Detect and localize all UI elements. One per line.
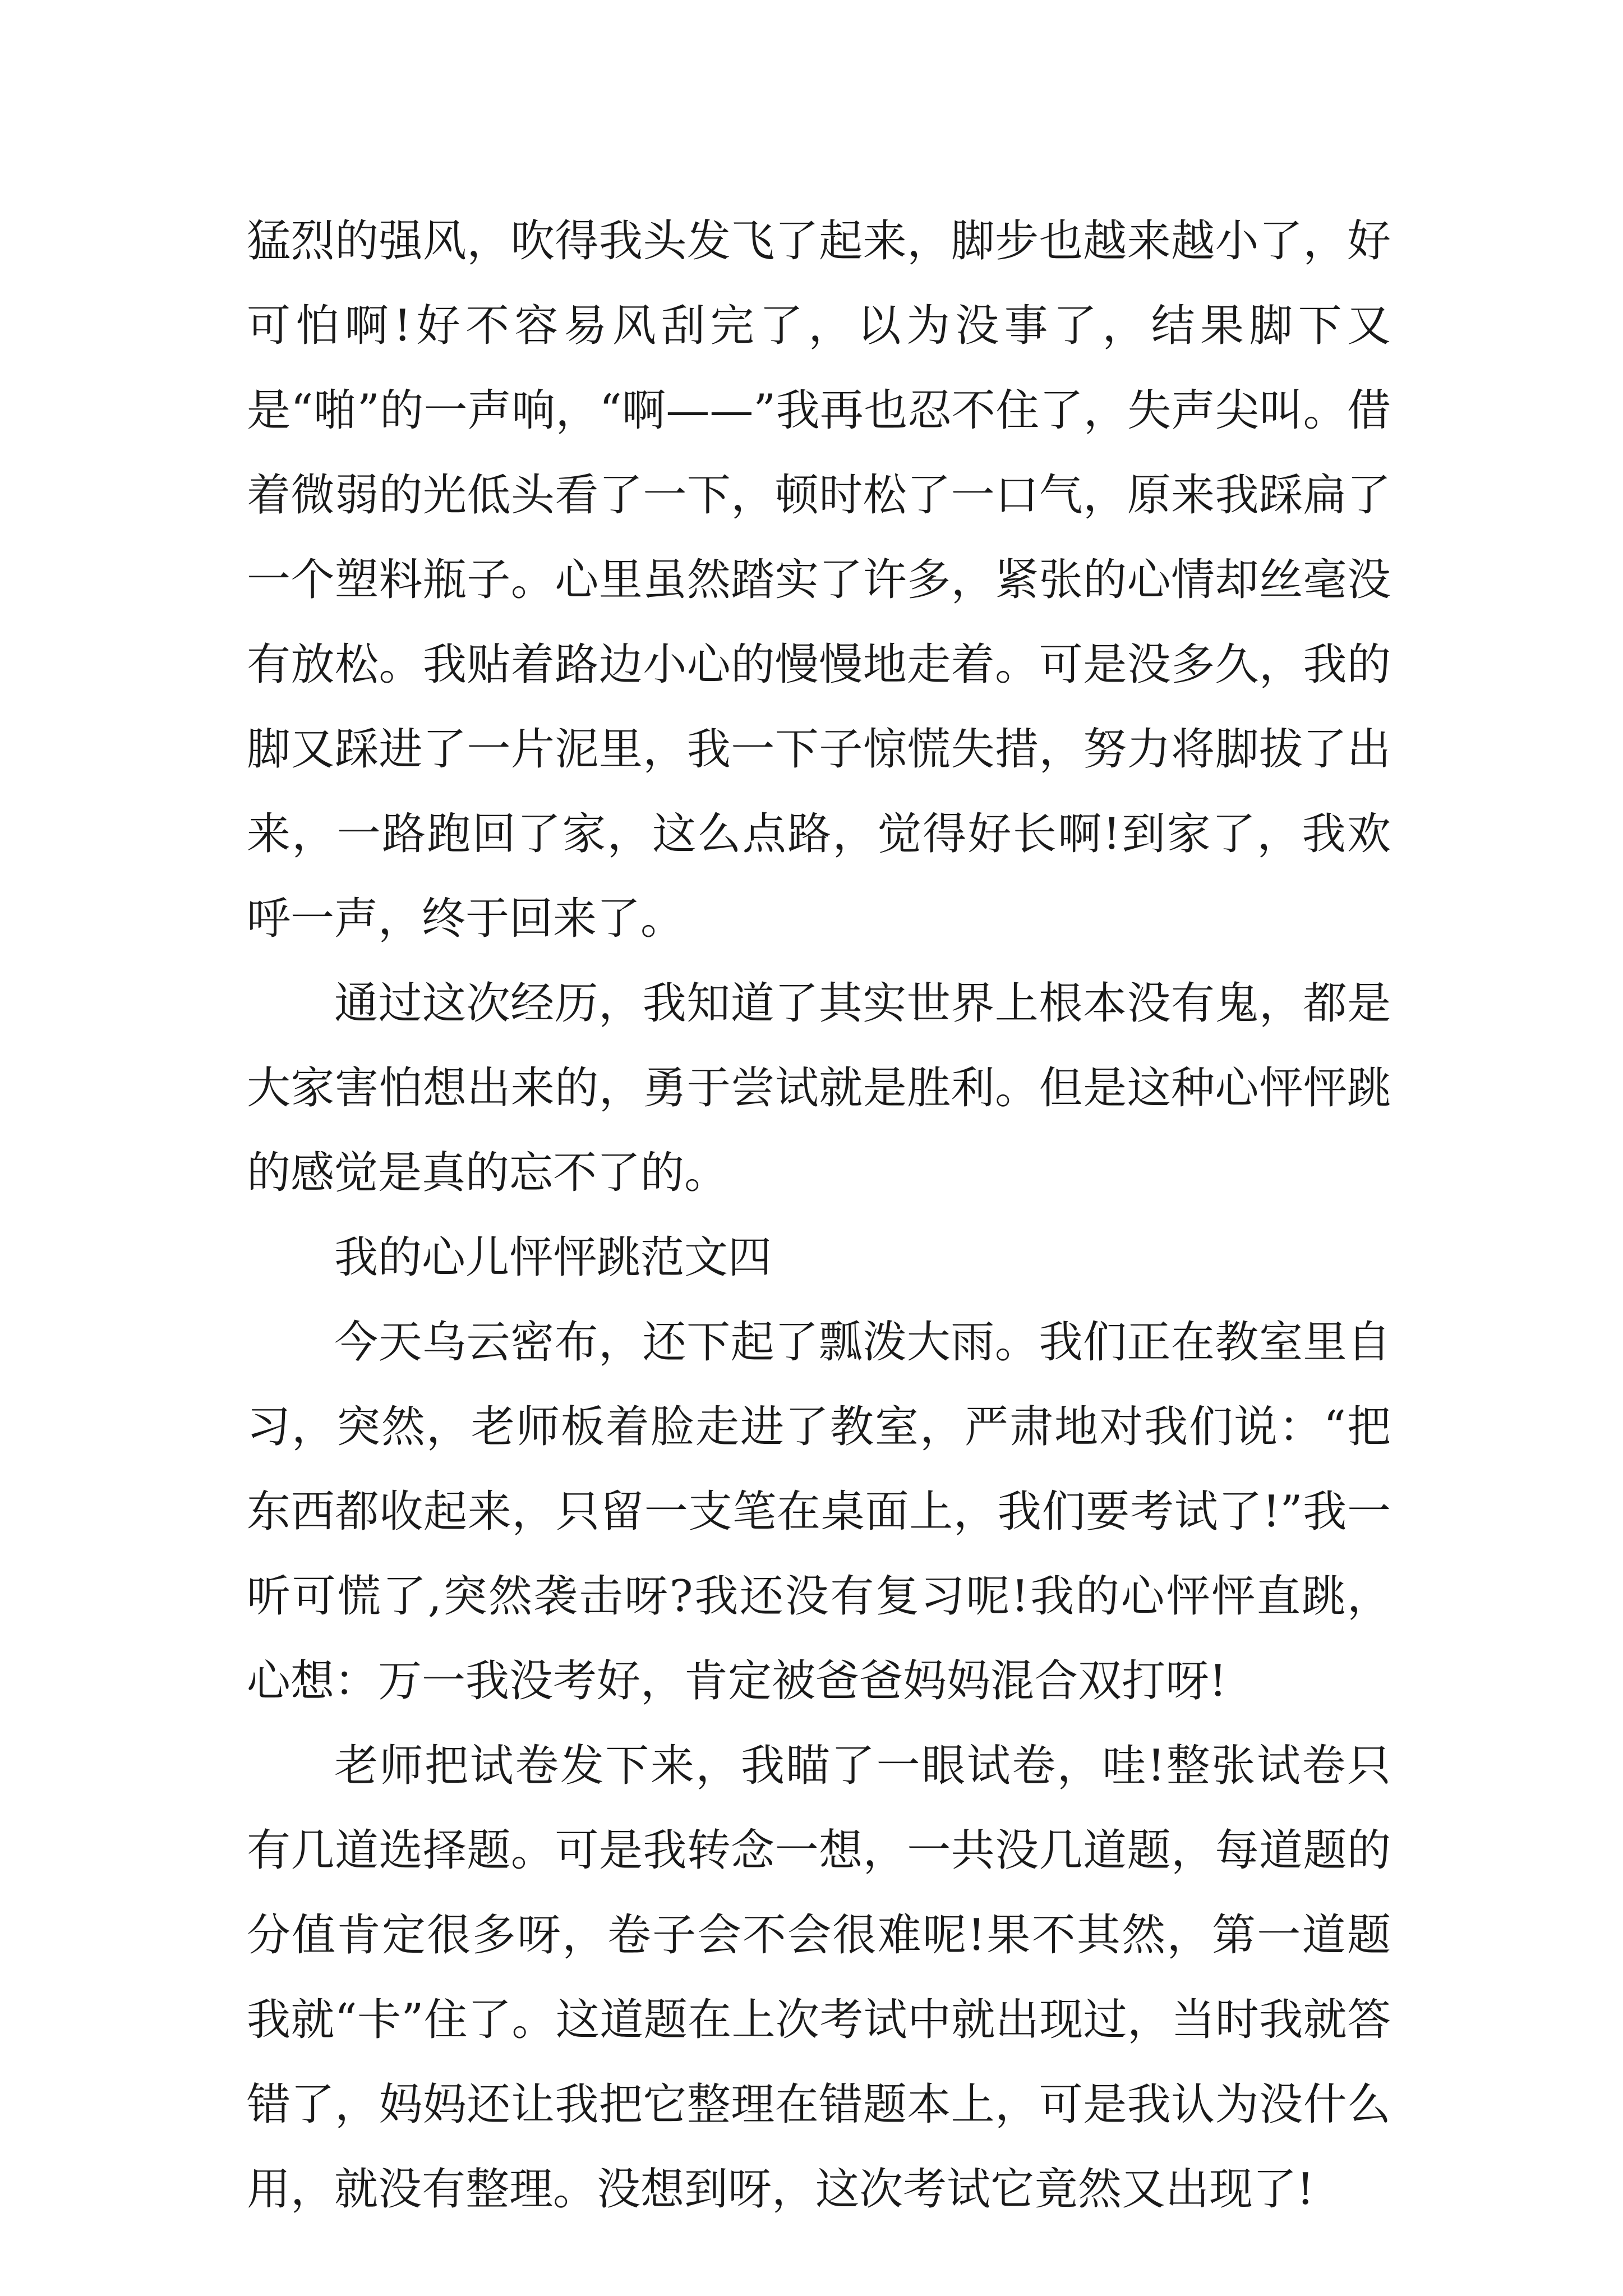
paragraph-continued: 猛烈的强风，吹得我头发飞了起来，脚步也越来越小了，好可怕啊!好不容易风刮完了，以为没事了，结果脚下又是“啪”的一声响，“啊——”我再也忍不住了，失声尖叫。借着微弱的光低头看了一下，顿时松了一口气，原来我踩扁了一个塑料瓶子。心里虽然踏实了许多，紧张的心情却丝毫没有放松。我贴着路边小心的慢慢地走着。可是没多久，我的脚又踩进了一片泥里，我一下子惊慌失措，努力将脚拔了出来，一路跑回了家，这么点路，觉得好长啊!到家了，我欢呼一声，终于回来了。 (247, 216, 1391, 944)
document-body (247, 199, 1391, 2232)
paragraph-exam-announcement: 今天乌云密布，还下起了瓢泼大雨。我们正在教室里自习，突然，老师板着脸走进了教室，严肃地对我们说：“把东西都收起来，只留一支笔在桌面上，我们要考试了!”我一听可慌了,突然袭击呀?我还没有复习呢!我的心怦怦直跳，心想：万一我没考好，肯定被爸爸妈妈混合双打呀! (247, 1317, 1391, 1706)
section-heading: 我的心儿怦怦跳范文四 (334, 1232, 772, 1283)
paragraph-exam-paper: 老师把试卷发下来，我瞄了一眼试卷，哇!整张试卷只有几道选择题。可是我转念一想，一共没几道题，每道题的分值肯定很多呀，卷子会不会很难呢!果不其然，第一道题我就“卡”住了。这道题在上次考试中就出现过，当时我就答错了，妈妈还让我把它整理在错题本上，可是我认为没什么用，就没有整理。没想到呀，这次考试它竟然又出现了! (247, 1741, 1391, 2215)
paragraph-reflection: 通过这次经历，我知道了其实世界上根本没有鬼，都是大家害怕想出来的，勇于尝试就是胜利。但是这种心怦怦跳的感觉是真的忘不了的。 (247, 978, 1391, 1198)
